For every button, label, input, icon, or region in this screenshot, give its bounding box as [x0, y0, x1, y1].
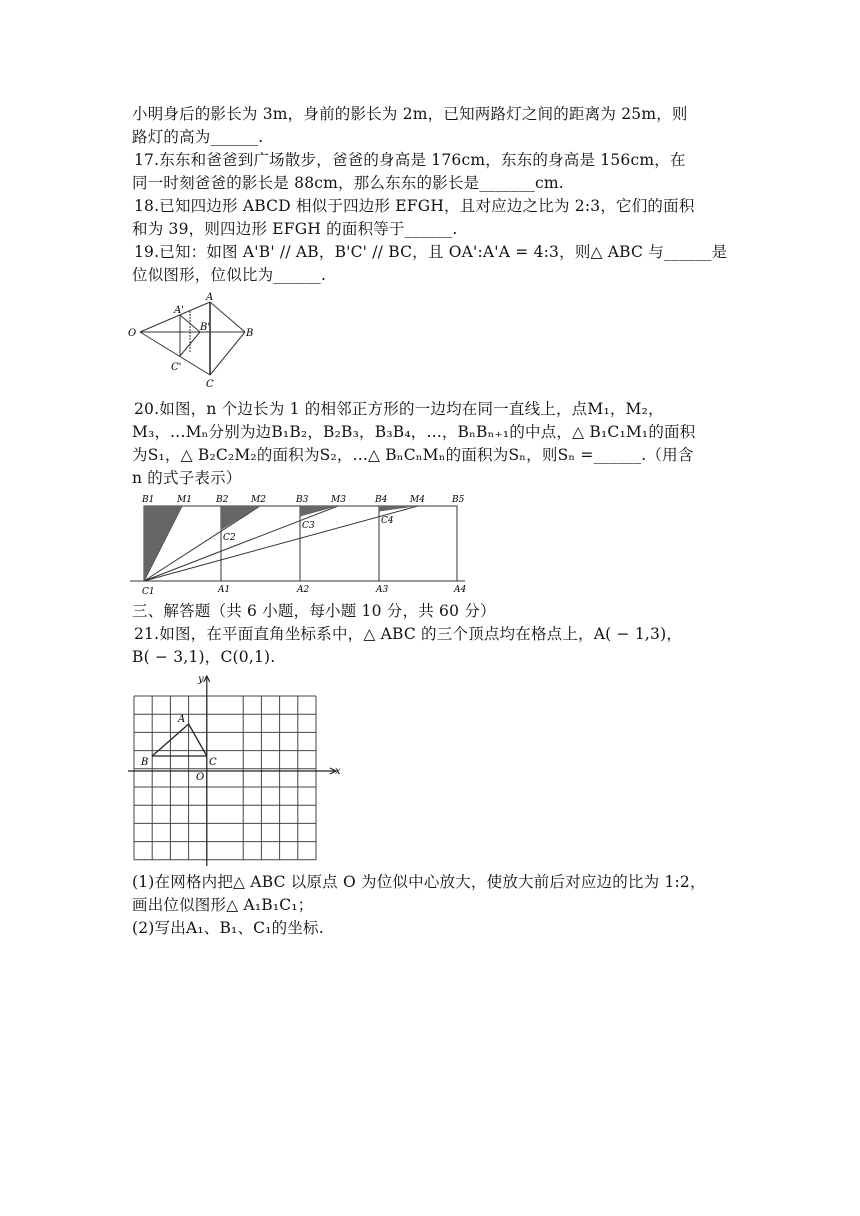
q20-label-C3: C3	[302, 521, 315, 531]
q20-label-C2: C2	[223, 533, 236, 543]
q21-part2: (2)写出A₁、B₁、C₁的坐标.	[132, 919, 324, 937]
q20-label-C4: C4	[381, 516, 394, 526]
q21-grid-figure	[128, 670, 348, 870]
q16-line2: 路灯的高为______.	[132, 128, 264, 146]
q18-line2: 和为 39，则四边形 EFGH 的面积等于______.	[132, 220, 458, 238]
q20-label-C1: C1	[142, 587, 155, 596]
q20-label-A3: A3	[376, 585, 389, 595]
q19-label-O: O	[128, 328, 137, 339]
q20-label-A2: A2	[297, 585, 310, 595]
q21-label-A: A	[178, 714, 186, 725]
q17-line1: 17.东东和爸爸到广场散步，爸爸的身高是 176cm，东东的身高是 156cm，在	[134, 151, 686, 169]
q19-label-B: B	[246, 328, 254, 339]
q21-label-x: x	[335, 766, 341, 777]
q19-label-B1: B'	[200, 322, 211, 333]
q19-figure	[124, 290, 264, 390]
q20-label-B5: B5	[452, 495, 465, 505]
q20-label-B4: B4	[375, 495, 388, 505]
q19-line1: 19.已知：如图 A'B' // AB，B'C' // BC，且 OA':A'A = 4:3，则△ ABC 与______是	[134, 243, 728, 261]
q21-part1-line2: 画出位似图形△ A₁B₁C₁；	[132, 896, 314, 914]
q21-line1: 21.如图，在平面直角坐标系中，△ ABC 的三个顶点均在格点上，A( − 1,3)，	[134, 625, 683, 643]
q20-line3: 为S₁，△ B₂C₂M₂的面积为S₂，...△ BₙCₙMₙ的面积为Sₙ，则Sₙ =______.（用含	[132, 446, 694, 464]
q20-line2: M₃，...Mₙ分别为边B₁B₂，B₂B₃，B₃B₄，...，BₙBₙ₊₁的中点，△ B₁C₁M₁的面积	[132, 423, 696, 441]
q20-label-M2: M2	[251, 495, 266, 505]
q21-label-C: C	[209, 757, 217, 768]
q20-label-B2: B2	[216, 495, 229, 505]
q20-label-B3: B3	[296, 495, 309, 505]
q17-line2: 同一时刻爸爸的影长是 88cm，那么东东的影长是_______cm.	[132, 174, 564, 192]
q19-label-A: A	[206, 292, 214, 303]
q19-label-A1: A'	[174, 305, 184, 316]
section3-heading: 三、解答题（共 6 小题，每小题 10 分，共 60 分）	[132, 602, 496, 620]
q20-label-A4: A4	[454, 585, 467, 595]
q20-label-M3: M3	[331, 495, 346, 505]
q20-label-A1: A1	[218, 585, 231, 595]
q19-label-C: C	[206, 379, 214, 390]
q21-label-B: B	[141, 757, 149, 768]
q21-label-O: O	[196, 772, 205, 783]
q20-label-B1: B1	[142, 495, 155, 505]
q21-label-y: y	[198, 674, 204, 685]
q21-part1-line1: (1)在网格内把△ ABC 以原点 O 为位似中心放大，使放大前后对应边的比为 1:2，	[132, 873, 706, 891]
q20-figure	[130, 490, 475, 596]
q20-line1: 20.如图，n 个边长为 1 的相邻正方形的一边均在同一直线上，点M₁，M₂，	[134, 400, 664, 418]
q20-label-M4: M4	[410, 495, 425, 505]
q21-line2: B( − 3,1)，C(0,1).	[132, 648, 276, 666]
q16-line1: 小明身后的影长为 3m，身前的影长为 2m，已知两路灯之间的距离为 25m，则	[132, 105, 688, 123]
q18-line1: 18.已知四边形 ABCD 相似于四边形 EFGH，且对应边之比为 2:3，它们的面积	[134, 197, 695, 215]
q20-label-M1: M1	[177, 495, 192, 505]
q19-line2: 位似图形，位似比为______.	[132, 266, 327, 284]
q20-line4: n 的式子表示）	[132, 469, 242, 487]
q19-label-C1: C'	[171, 362, 182, 373]
